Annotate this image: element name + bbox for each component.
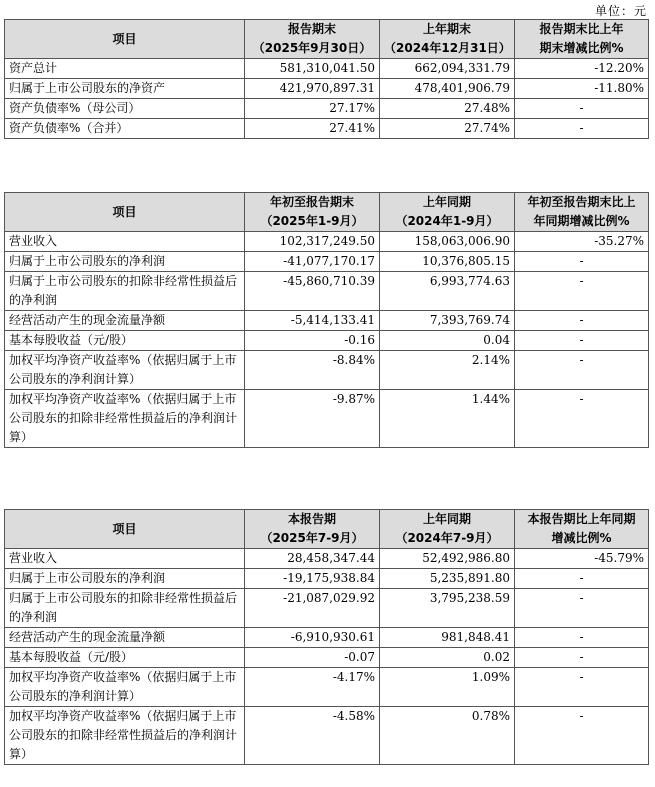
table-row [5,272,649,311]
value-current: -45,860,710.39 [245,272,380,311]
value-prior: 1.09% [380,668,515,707]
row-label: 归属于上市公司股东的净利润 [5,252,245,272]
value-prior: 0.04 [380,331,515,351]
value-current: -0.07 [245,648,380,668]
row-label: 资产总计 [5,59,245,79]
table-row [5,668,649,707]
value-prior: 5,235,891.80 [380,569,515,589]
column-header-line2: 期末增减比例% [539,41,624,55]
row-label: 资产负债率%（母公司） [5,99,245,119]
row-label: 归属于上市公司股东的净资产 [5,79,245,99]
change-percent: - [515,311,649,331]
value-current: -4.58% [245,707,380,765]
value-prior: 10,376,805.15 [380,252,515,272]
table-row [5,79,649,99]
change-percent: - [515,390,649,448]
row-label: 资产负债率%（合并） [5,119,245,139]
value-prior: 6,993,774.63 [380,272,515,311]
column-header [380,193,515,232]
value-current: 102,317,249.50 [245,232,380,252]
change-percent: - [515,569,649,589]
column-header-line2: 增减比例% [551,531,612,545]
value-prior: 158,063,006.90 [380,232,515,252]
value-current: 28,458,347.44 [245,549,380,569]
value-prior: 27.48% [380,99,515,119]
value-prior: 478,401,906.79 [380,79,515,99]
header-row [5,20,649,59]
column-header-line1: 项目 [112,521,137,536]
value-current: -9.87% [245,390,380,448]
row-label: 加权平均净资产收益率%（依据归属于上市公司股东的净利润计算） [5,668,245,707]
unit-label: 单位：元 [594,4,647,18]
column-header-line1: 年初至报告期末 [269,195,354,209]
change-percent: -12.20% [515,59,649,79]
ytd-performance-table [4,192,649,448]
change-percent: -11.80% [515,79,649,99]
value-current: -21,087,029.92 [245,589,380,628]
column-header-line1: 上年同期 [422,195,471,209]
value-prior: 2.14% [380,351,515,390]
header-row [5,193,649,232]
column-header [515,20,649,59]
row-label: 归属于上市公司股东的净利润 [5,569,245,589]
row-label: 归属于上市公司股东的扣除非经常性损益后的净利润 [5,589,245,628]
table-row [5,390,649,448]
column-header [5,510,245,549]
table-row [5,589,649,628]
column-header-line1: 报告期末比上年 [539,22,624,36]
column-header-line1: 上年同期 [422,512,471,526]
column-header [380,20,515,59]
column-header [5,20,245,59]
row-label: 加权平均净资产收益率%（依据归属于上市公司股东的净利润计算） [5,351,245,390]
row-label: 归属于上市公司股东的扣除非经常性损益后的净利润 [5,272,245,311]
value-current: 581,310,041.50 [245,59,380,79]
value-current: 27.17% [245,99,380,119]
change-percent: - [515,331,649,351]
table-row [5,331,649,351]
value-current: 421,970,897.31 [245,79,380,99]
value-prior: 0.78% [380,707,515,765]
row-label: 加权平均净资产收益率%（依据归属于上市公司股东的扣除非经常性损益后的净利润计算） [5,390,245,448]
value-prior: 0.02 [380,648,515,668]
table-row [5,569,649,589]
column-header-line1: 年初至报告期末比上 [527,195,636,209]
change-percent: - [515,119,649,139]
balance-sheet-table [4,19,649,139]
table-row [5,707,649,765]
value-current: -6,910,930.61 [245,628,380,648]
value-prior: 3,795,238.59 [380,589,515,628]
column-header-line1: 项目 [112,204,137,219]
change-percent: - [515,589,649,628]
table-row [5,549,649,569]
value-prior: 52,492,986.80 [380,549,515,569]
value-prior: 7,393,769.74 [380,311,515,331]
change-percent: - [515,252,649,272]
table-row [5,232,649,252]
row-label: 营业收入 [5,232,245,252]
table-row [5,648,649,668]
column-header-line1: 本报告期 [287,512,336,526]
column-header-line1: 上年期末 [422,22,471,36]
value-current: -41,077,170.17 [245,252,380,272]
change-percent: - [515,628,649,648]
value-current: -5,414,133.41 [245,311,380,331]
value-prior: 981,848.41 [380,628,515,648]
row-label: 基本每股收益（元/股） [5,331,245,351]
value-current: -19,175,938.84 [245,569,380,589]
column-header-line2: （2024年7-9月） [395,531,499,545]
column-header [515,193,649,232]
value-current: 27.41% [245,119,380,139]
change-percent: - [515,648,649,668]
row-label: 营业收入 [5,549,245,569]
value-prior: 27.74% [380,119,515,139]
column-header-line1: 项目 [112,31,137,46]
row-label: 经营活动产生的现金流量净额 [5,311,245,331]
row-label: 经营活动产生的现金流量净额 [5,628,245,648]
column-header-line2: （2025年9月30日） [252,41,372,55]
header-row [5,510,649,549]
change-percent: - [515,272,649,311]
column-header [245,20,380,59]
quarter-performance-table [4,509,649,765]
change-percent: - [515,707,649,765]
table-row [5,119,649,139]
table-row [5,252,649,272]
change-percent: - [515,351,649,390]
column-header-line1: 报告期末 [287,22,336,36]
column-header-line2: 年同期增减比例% [533,214,630,228]
table-row [5,59,649,79]
column-header-line2: （2024年1-9月） [395,214,499,228]
column-header [515,510,649,549]
value-prior: 662,094,331.79 [380,59,515,79]
table-row [5,351,649,390]
column-header [5,193,245,232]
column-header-line1: 本报告期比上年同期 [527,512,636,526]
value-current: -8.84% [245,351,380,390]
change-percent: - [515,99,649,119]
change-percent: -45.79% [515,549,649,569]
row-label: 加权平均净资产收益率%（依据归属于上市公司股东的扣除非经常性损益后的净利润计算） [5,707,245,765]
column-header [245,193,380,232]
change-percent: -35.27% [515,232,649,252]
table-row [5,99,649,119]
column-header-line2: （2025年1-9月） [260,214,364,228]
row-label: 基本每股收益（元/股） [5,648,245,668]
value-current: -4.17% [245,668,380,707]
column-header-line2: （2024年12月31日） [384,41,511,55]
value-current: -0.16 [245,331,380,351]
table-row [5,311,649,331]
value-prior: 1.44% [380,390,515,448]
column-header-line2: （2025年7-9月） [260,531,364,545]
column-header [245,510,380,549]
table-row [5,628,649,648]
column-header [380,510,515,549]
change-percent: - [515,668,649,707]
